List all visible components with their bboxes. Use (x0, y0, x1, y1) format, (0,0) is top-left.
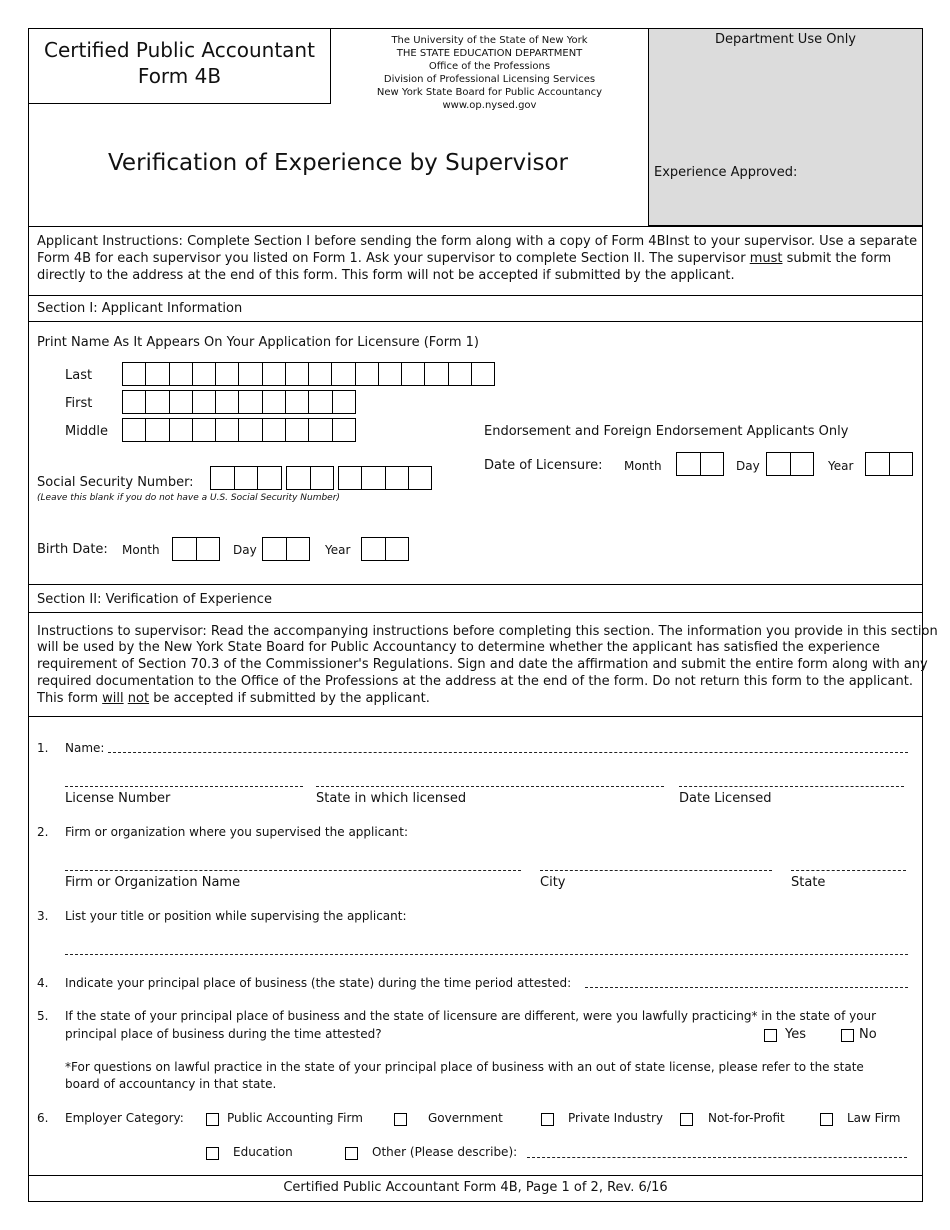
title-position-input[interactable] (65, 954, 908, 955)
q5-number: 5. (37, 1009, 49, 1023)
last-name-label: Last (65, 368, 93, 383)
licensure-day-label: Day (736, 459, 760, 473)
department-use-label: Department Use Only (715, 32, 856, 47)
ssn-label: Social Security Number: (37, 475, 194, 490)
license-number-input[interactable] (65, 786, 303, 787)
ssn-part1-input[interactable] (210, 466, 282, 490)
instr5-end: be accepted if submitted by the applicant. (153, 691, 430, 706)
licensure-day-input[interactable] (766, 452, 814, 476)
ssn-note: (Leave this blank if you do not have a U.S. Social Security Number) (37, 493, 340, 503)
form-title-line1: Certified Public Accountant (44, 38, 315, 62)
supervisor-instructions-line4: required documentation to the Office of the Professions at the address at the end of the form. Do not return this form to the applicant. (37, 674, 913, 689)
date-of-licensure-label: Date of Licensure: (484, 458, 603, 473)
supervisor-instructions-line2: will be used by the New York State Board for Public Accountancy to determine whether the applicant has satisfied the experience (37, 640, 880, 655)
agency-line-1: The University of the State of New York (391, 35, 588, 46)
not-for-profit-label: Not-for-Profit (708, 1111, 785, 1125)
yes-label: Yes (785, 1027, 806, 1042)
yes-checkbox[interactable] (764, 1029, 777, 1042)
ssn-part2-input[interactable] (286, 466, 334, 490)
department-use-box (648, 28, 923, 226)
private-industry-label: Private Industry (568, 1111, 664, 1125)
q6-number: 6. (37, 1111, 49, 1125)
q1-label: Name: (65, 741, 105, 755)
ssn-part3-input[interactable] (338, 466, 432, 490)
state-label: State (791, 875, 826, 890)
experience-approved-label: Experience Approved: (654, 165, 798, 180)
government-checkbox[interactable] (394, 1113, 407, 1126)
q3-number: 3. (37, 909, 49, 923)
section2-title: Section II: Verification of Experience (37, 592, 272, 607)
q3-label: List your title or position while supervising the applicant: (65, 909, 407, 923)
birth-date-label: Birth Date: (37, 542, 108, 557)
licensure-month-input[interactable] (676, 452, 724, 476)
q2-label: Firm or organization where you supervised the applicant: (65, 825, 409, 839)
law-firm-checkbox[interactable] (820, 1113, 833, 1126)
no-label: No (859, 1027, 877, 1042)
date-licensed-input[interactable] (679, 786, 904, 787)
licensure-year-input[interactable] (865, 452, 913, 476)
birth-day-label: Day (233, 543, 257, 557)
birth-year-label: Year (325, 543, 351, 557)
licensure-year-label: Year (828, 459, 854, 473)
agency-line-5: New York State Board for Public Accountancy (376, 87, 603, 98)
instr-must: must (749, 251, 783, 266)
instr-line2-end: submit the form (786, 251, 892, 266)
firm-name-input[interactable] (65, 870, 521, 871)
birth-month-input[interactable] (172, 537, 220, 561)
page-title: Verification of Experience by Supervisor (107, 150, 568, 176)
last-name-input[interactable] (122, 362, 495, 386)
other-checkbox[interactable] (345, 1147, 358, 1160)
q5-line2: principal place of business during the time attested? (65, 1027, 382, 1041)
principal-state-input[interactable] (585, 987, 908, 988)
birth-month-label: Month (122, 543, 160, 557)
agency-line-2: THE STATE EDUCATION DEPARTMENT (396, 48, 583, 59)
firm-name-label: Firm or Organization Name (65, 875, 241, 890)
q5-note-line1: *For questions on lawful practice in the state of your principal place of business with an out of state license, please refer to the state (65, 1060, 864, 1074)
agency-line-3: Office of the Professions (428, 61, 551, 72)
first-name-input[interactable] (122, 390, 356, 414)
city-input[interactable] (540, 870, 772, 871)
state-licensed-label: State in which licensed (316, 791, 467, 806)
endorsement-label: Endorsement and Foreign Endorsement Applicants Only (484, 424, 849, 439)
not-for-profit-checkbox[interactable] (680, 1113, 693, 1126)
law-firm-label: Law Firm (847, 1111, 901, 1125)
public-accounting-checkbox[interactable] (206, 1113, 219, 1126)
q1-number: 1. (37, 741, 49, 755)
instr-line2-text: Form 4B for each supervisor you listed on Form 1. Ask your supervisor to complete Section II. The supervisor (37, 251, 746, 266)
applicant-instructions-line1: Applicant Instructions: Complete Section I before sending the form along with a copy of Form 4BInst to your supervisor. Use a separate (37, 234, 918, 249)
q4-label: Indicate your principal place of business (the state) during the time period attested: (65, 976, 572, 990)
state-input[interactable] (791, 870, 906, 871)
supervisor-instructions-line5 (37, 691, 430, 706)
education-label: Education (233, 1145, 293, 1159)
education-checkbox[interactable] (206, 1147, 219, 1160)
other-label: Other (Please describe): (372, 1145, 518, 1159)
birth-day-input[interactable] (262, 537, 310, 561)
q2-number: 2. (37, 825, 49, 839)
government-label: Government (428, 1111, 503, 1125)
date-licensed-label: Date Licensed (679, 791, 772, 806)
section1-title: Section I: Applicant Information (37, 301, 243, 316)
agency-website: www.op.nysed.gov (442, 100, 537, 111)
form-title-line2: Form 4B (137, 64, 222, 88)
license-number-label: License Number (65, 791, 171, 806)
city-label: City (540, 875, 566, 890)
instr5-not: not (127, 691, 150, 706)
applicant-instructions-line2 (37, 251, 891, 266)
print-name-label: Print Name As It Appears On Your Application for Licensure (Form 1) (37, 335, 479, 350)
supervisor-instructions-line1: Instructions to supervisor: Read the accompanying instructions before completing this section. The information you provide in this section (37, 624, 938, 639)
supervisor-name-input[interactable] (108, 752, 908, 753)
instr5-will: will (102, 691, 124, 706)
private-industry-checkbox[interactable] (541, 1113, 554, 1126)
q6-label: Employer Category: (65, 1111, 184, 1125)
birth-year-input[interactable] (361, 537, 409, 561)
q5-note-line2: board of accountancy in that state. (65, 1077, 277, 1091)
page-footer: Certified Public Accountant Form 4B, Page 1 of 2, Rev. 6/16 (283, 1180, 668, 1195)
first-name-label: First (65, 396, 93, 411)
applicant-instructions-line3: directly to the address at the end of this form. This form will not be accepted if submitted by the applicant. (37, 268, 735, 283)
licensure-month-label: Month (624, 459, 662, 473)
middle-name-input[interactable] (122, 418, 356, 442)
other-describe-input[interactable] (527, 1157, 907, 1158)
instr5-start: This form (37, 691, 99, 706)
state-licensed-input[interactable] (316, 786, 664, 787)
middle-name-label: Middle (65, 424, 108, 439)
supervisor-instructions-line3: requirement of Section 70.3 of the Commissioner's Regulations. Sign and date the affirmation and submit the entire form along with any (37, 657, 928, 672)
agency-line-4: Division of Professional Licensing Services (383, 74, 596, 85)
public-accounting-label: Public Accounting Firm (227, 1111, 363, 1125)
q4-number: 4. (37, 976, 49, 990)
no-checkbox[interactable] (841, 1029, 854, 1042)
q5-line1: If the state of your principal place of business and the state of licensure are different, were you lawfully practicing* in the state of your (65, 1009, 877, 1023)
